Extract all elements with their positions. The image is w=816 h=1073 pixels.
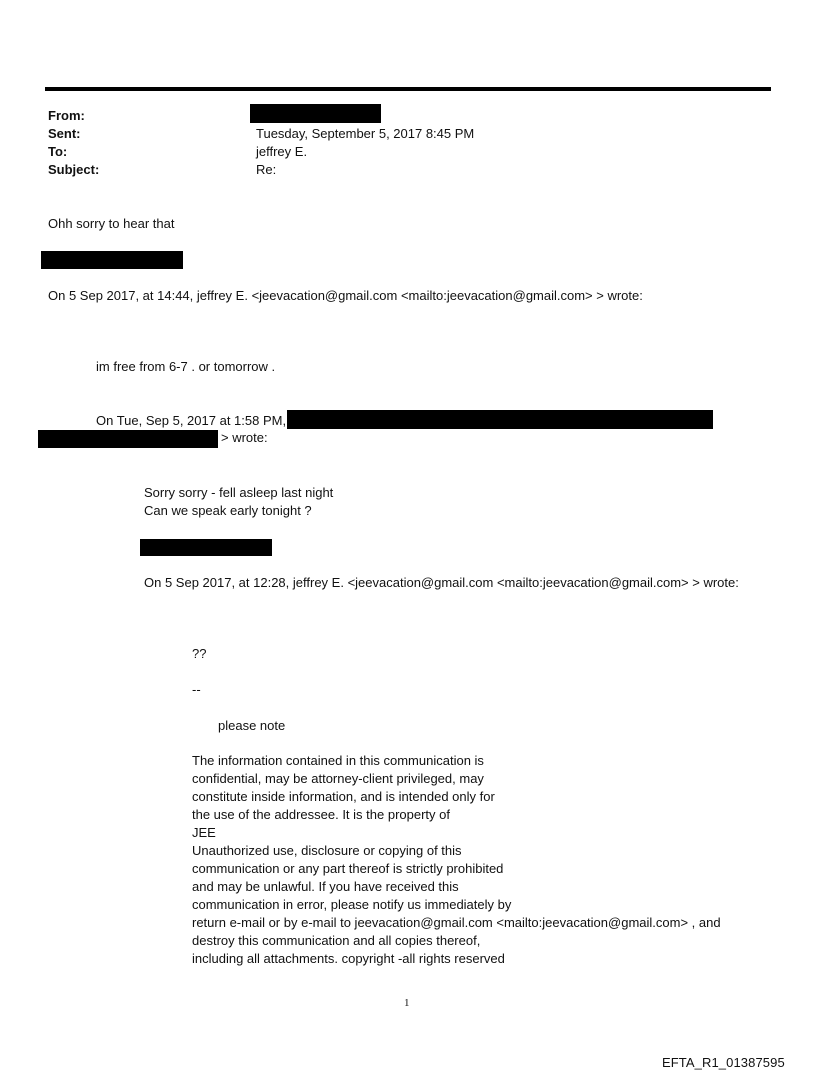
to-value: jeffrey E. — [256, 144, 308, 159]
disclaimer — [192, 752, 721, 968]
signature-redaction — [41, 251, 183, 269]
quote2-signature-redaction — [140, 539, 272, 556]
please-note: please note — [218, 718, 286, 733]
header-rule — [45, 87, 771, 91]
disclaimer-line: JEE — [192, 825, 216, 840]
sent-value: Tuesday, September 5, 2017 8:45 PM — [256, 126, 475, 141]
disclaimer-line: Unauthorized use, disclosure or copying of this — [192, 843, 462, 858]
page-number: 1 — [404, 997, 410, 1009]
subject-label: Subject: — [48, 162, 100, 177]
disclaimer-line: return e-mail or by e-mail to jeevacation@gmail.com <mailto:jeevacation@gmail.com> , and — [192, 915, 721, 930]
signature-separator: -- — [192, 682, 201, 697]
quote3-header: On 5 Sep 2017, at 12:28, jeffrey E. <jeevacation@gmail.com <mailto:jeevacation@gmail.com> > wrote: — [144, 575, 739, 590]
from-label: From: — [48, 108, 85, 123]
sender-redaction — [287, 410, 713, 429]
disclaimer-line: destroy this communication and all copies thereof, — [192, 933, 481, 948]
subject-value: Re: — [256, 162, 277, 177]
reply-text: Ohh sorry to hear that — [48, 216, 175, 231]
email-redaction — [38, 430, 218, 448]
disclaimer-line: including all attachments. copyright -all rights reserved — [192, 951, 505, 966]
quote1-header: On 5 Sep 2017, at 14:44, jeffrey E. <jeevacation@gmail.com <mailto:jeevacation@gmail.com> > wrote: — [48, 288, 643, 303]
from-redaction — [250, 104, 381, 123]
disclaimer-line: confidential, may be attorney-client privileged, may — [192, 771, 484, 786]
quote2-header-a: On Tue, Sep 5, 2017 at 1:58 PM, — [96, 413, 287, 428]
quote3-text: ?? — [192, 646, 207, 661]
sent-label: Sent: — [48, 126, 81, 141]
quote2-line1: Sorry sorry - fell asleep last night — [144, 485, 334, 500]
disclaimer-line: the use of the addressee. It is the property of — [192, 807, 450, 822]
quote1-text: im free from 6-7 . or tomorrow . — [96, 359, 276, 374]
disclaimer-line: communication in error, please notify us immediately by — [192, 897, 512, 912]
to-label: To: — [48, 144, 68, 159]
document-id-footer: EFTA_R1_01387595 — [662, 1055, 785, 1070]
quote2-header-b: > wrote: — [221, 430, 268, 445]
disclaimer-line: and may be unlawful. If you have received this — [192, 879, 459, 894]
disclaimer-line: communication or any part thereof is strictly prohibited — [192, 861, 504, 876]
quote2-line2: Can we speak early tonight ? — [144, 503, 312, 518]
disclaimer-line: The information contained in this communication is — [192, 753, 484, 768]
disclaimer-line: constitute inside information, and is intended only for — [192, 789, 495, 804]
